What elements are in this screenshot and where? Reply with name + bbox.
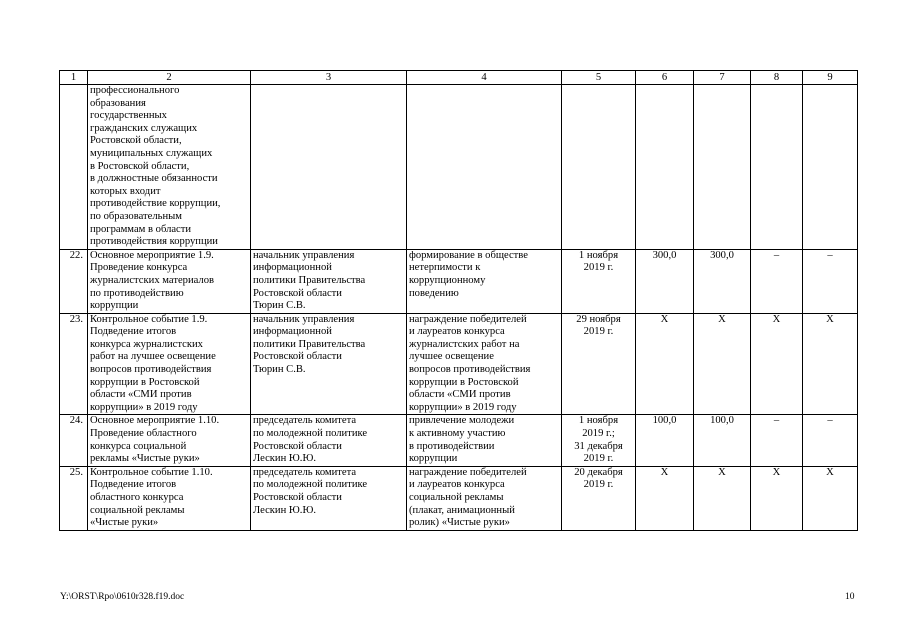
event-name-line: Контрольное событие 1.9. (90, 313, 208, 325)
responsible-executor-line: информационной (253, 326, 332, 338)
amount-other: Х (803, 466, 858, 530)
expected-result-line: коррупции (409, 453, 458, 465)
expected-result-line: вопросов противодействия (409, 364, 531, 376)
deadline-line: 2019 г. (583, 326, 614, 338)
responsible-executor-line: Ростовской области (253, 440, 342, 452)
responsible-executor-line: Ростовской области (253, 492, 342, 503)
event-name (88, 466, 251, 530)
event-name-line: Ростовской области, (90, 135, 182, 147)
expected-result-line: социальной рекламы (409, 492, 504, 503)
event-name-line: по образовательным (90, 210, 182, 222)
event-name-line: конкурса журналистских (90, 338, 203, 350)
event-name-line: «Чистые руки» (90, 517, 159, 529)
expected-result-line: награждение победителей (409, 466, 527, 478)
event-name-line: противодействие коррупции, (90, 198, 221, 210)
row-number (60, 85, 88, 250)
event-name-line: в Ростовской области, (90, 160, 190, 172)
table-row (60, 249, 858, 313)
table-row (60, 85, 858, 250)
expected-result-line: лучшее освещение (409, 351, 494, 363)
expected-result-line: коррупционному (409, 274, 486, 286)
event-name-line: профессионального (90, 85, 180, 96)
expected-result-line: и лауреатов конкурса (409, 326, 505, 338)
responsible-executor (251, 415, 407, 466)
amount-federal: Х (751, 313, 803, 415)
expected-result-line: к активному участию (409, 428, 506, 440)
responsible-executor-line: председатель комитета (253, 415, 357, 427)
amount-total: 300,0 (636, 249, 694, 313)
event-name-line: образования (90, 97, 146, 109)
event-name-line: коррупции в Ростовской (90, 376, 200, 388)
deadline-line: 2019 г. (583, 479, 614, 491)
column-number-row (60, 71, 858, 85)
event-name-line: Основное мероприятие 1.10. (90, 415, 220, 427)
deadline-line: 31 декабря (574, 440, 623, 452)
deadline-line: 1 ноября (578, 415, 619, 427)
deadline-line: 2019 г. (583, 453, 614, 465)
amount-regional (694, 85, 751, 250)
row-number: 23. (60, 313, 88, 415)
event-name-line: коррупции (90, 300, 139, 312)
responsible-executor-line: председатель комитета (253, 466, 357, 478)
deadline-line: 2019 г.; (582, 428, 615, 440)
event-name-line: Контрольное событие 1.10. (90, 466, 213, 478)
expected-result (407, 415, 562, 466)
expected-result (407, 313, 562, 415)
expected-result-line: области «СМИ против (409, 389, 511, 401)
event-name (88, 415, 251, 466)
row-number: 22. (60, 249, 88, 313)
amount-federal (751, 85, 803, 250)
event-name (88, 85, 251, 250)
column-number: 4 (407, 71, 562, 85)
responsible-executor (251, 249, 407, 313)
column-number: 6 (636, 71, 694, 85)
expected-result-line: поведению (409, 287, 459, 299)
responsible-executor-line: Лескин Ю.Ю. (253, 453, 316, 465)
expected-result-line: (плакат, анимационный (409, 504, 515, 516)
expected-result (407, 466, 562, 530)
deadline (562, 249, 636, 313)
responsible-executor-line: по молодежной политике (253, 428, 368, 440)
event-name-line: гражданских служащих (90, 122, 198, 134)
responsible-executor-line: начальник управления (253, 313, 355, 325)
expected-result-line: в противодействии (409, 440, 495, 452)
responsible-executor-line: Тюрин С.В. (253, 364, 306, 376)
measures-table (59, 70, 858, 531)
responsible-executor-line: по молодежной политике (253, 479, 368, 491)
event-name-line: программам в области (90, 223, 192, 235)
responsible-executor-line: Ростовской области (253, 287, 342, 299)
event-name (88, 313, 251, 415)
event-name-line: государственных (90, 110, 167, 122)
responsible-executor-line: Лескин Ю.Ю. (253, 504, 316, 516)
event-name-line: вопросов противодействия (90, 364, 212, 376)
row-number: 25. (60, 466, 88, 530)
responsible-executor-line: информационной (253, 262, 332, 274)
amount-total: Х (636, 313, 694, 415)
amount-regional: 100,0 (694, 415, 751, 466)
responsible-executor (251, 466, 407, 530)
row-number: 24. (60, 415, 88, 466)
event-name-line: которых входит (90, 185, 161, 197)
page-number: 10 (845, 592, 855, 602)
expected-result-line: формирование в обществе (409, 249, 528, 261)
expected-result-line: и лауреатов конкурса (409, 479, 505, 491)
column-number: 8 (751, 71, 803, 85)
responsible-executor-line: политики Правительства (253, 338, 366, 350)
event-name-line: Основное мероприятие 1.9. (90, 249, 214, 261)
responsible-executor-line: политики Правительства (253, 274, 366, 286)
column-number: 1 (60, 71, 88, 85)
expected-result-line: журналистских работ на (409, 338, 520, 350)
expected-result (407, 249, 562, 313)
event-name-line: муниципальных служащих (90, 147, 213, 159)
responsible-executor-line: Тюрин С.В. (253, 300, 306, 312)
event-name-line: коррупции» в 2019 году (90, 401, 198, 413)
expected-result-line: коррупции в Ростовской (409, 376, 519, 388)
expected-result-line: награждение победителей (409, 313, 527, 325)
table-row (60, 466, 858, 530)
amount-federal: Х (751, 466, 803, 530)
event-name-line: конкурса социальной (90, 440, 187, 452)
amount-other: – (803, 249, 858, 313)
column-number: 5 (562, 71, 636, 85)
event-name-line: Проведение конкурса (90, 262, 188, 274)
deadline (562, 313, 636, 415)
amount-regional: 300,0 (694, 249, 751, 313)
amount-regional: Х (694, 466, 751, 530)
amount-total (636, 85, 694, 250)
deadline-line: 29 ноября (576, 313, 621, 325)
deadline (562, 466, 636, 530)
event-name-line: по противодействию (90, 287, 184, 299)
expected-result-line: ролик) «Чистые руки» (409, 517, 510, 529)
amount-federal: – (751, 415, 803, 466)
amount-total: 100,0 (636, 415, 694, 466)
column-number: 7 (694, 71, 751, 85)
event-name-line: журналистских материалов (90, 274, 214, 286)
table-row (60, 415, 858, 466)
amount-other: Х (803, 313, 858, 415)
expected-result-line: коррупции» в 2019 году (409, 401, 517, 413)
amount-regional: Х (694, 313, 751, 415)
expected-result-line: привлечение молодежи (409, 415, 515, 427)
table-row (60, 313, 858, 415)
responsible-executor-line: Ростовской области (253, 351, 342, 363)
event-name-line: Подведение итогов (90, 479, 177, 491)
responsible-executor-line: начальник управления (253, 249, 355, 261)
event-name-line: Подведение итогов (90, 326, 177, 338)
deadline-line: 20 декабря (574, 466, 623, 478)
column-number: 2 (88, 71, 251, 85)
file-path: Y:\ORST\Rpo\0610r328.f19.doc (60, 592, 185, 602)
event-name-line: социальной рекламы (90, 504, 185, 516)
responsible-executor (251, 313, 407, 415)
amount-federal: – (751, 249, 803, 313)
responsible-executor (251, 85, 407, 250)
column-number: 9 (803, 71, 858, 85)
column-number: 3 (251, 71, 407, 85)
event-name-line: в должностные обязанности (90, 173, 218, 185)
event-name-line: противодействия коррупции (90, 236, 218, 248)
event-name-line: областного конкурса (90, 492, 184, 503)
amount-other: – (803, 415, 858, 466)
event-name-line: работ на лучшее освещение (90, 351, 216, 363)
expected-result-line: нетерпимости к (409, 262, 481, 274)
event-name-line: рекламы «Чистые руки» (90, 453, 200, 465)
deadline-line: 2019 г. (583, 262, 614, 274)
expected-result (407, 85, 562, 250)
event-name-line: Проведение областного (90, 428, 197, 440)
deadline (562, 85, 636, 250)
amount-total: Х (636, 466, 694, 530)
event-name-line: области «СМИ против (90, 389, 192, 401)
amount-other (803, 85, 858, 250)
deadline-line: 1 ноября (578, 249, 619, 261)
deadline (562, 415, 636, 466)
event-name (88, 249, 251, 313)
